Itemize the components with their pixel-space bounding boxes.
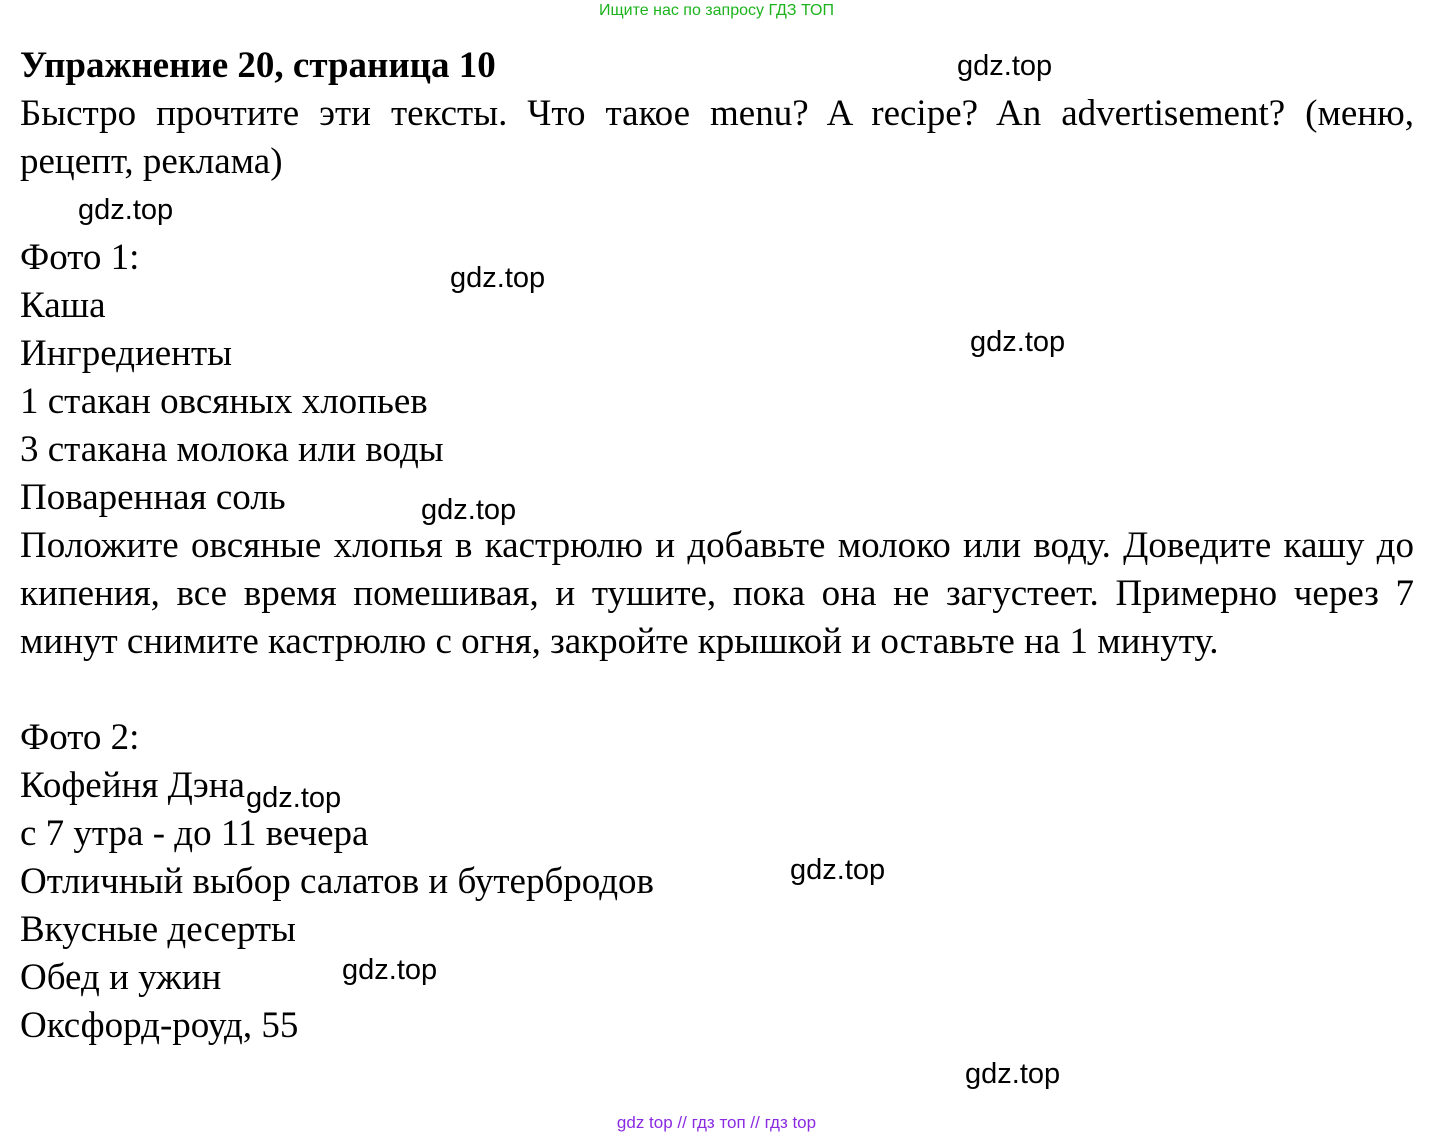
photo1-instructions: Положите овсяные хлопья в кастрюлю и добавьте молоко или воду. Доведите кашу до кипения, все время помешивая, и тушите, пока она не загустеет. Примерно через 7 минут снимите кастрюлю с огня, закройте крышкой и оставьте на 1 минуту.	[20, 525, 1414, 662]
exercise-title: Упражнение 20, страница 10	[20, 45, 496, 86]
photo2-label: Фото 2:	[20, 717, 140, 758]
photo1-line: Поваренная соль	[20, 477, 286, 518]
watermark: gdz.top	[450, 262, 546, 294]
photo2-line: Вкусные десерты	[20, 909, 296, 950]
photo1-line: Ингредиенты	[20, 333, 233, 374]
photo2-line: Обед и ужин	[20, 957, 222, 998]
photo1-label: Фото 1:	[20, 237, 140, 278]
watermark: gdz.top	[965, 1058, 1061, 1090]
photo2-line: с 7 утра - до 11 вечера	[20, 813, 369, 854]
photo1-line: 3 стакана молока или воды	[20, 429, 444, 470]
spacer	[20, 186, 1414, 234]
watermark: gdz.top	[790, 854, 886, 886]
exercise-content	[20, 42, 1414, 1050]
top-banner[interactable]: Ищите нас по запросу ГДЗ ТОП	[599, 2, 834, 19]
spacer	[20, 666, 1414, 714]
photo1-line: 1 стакан овсяных хлопьев	[20, 381, 428, 422]
photo2-line: Отличный выбор салатов и бутербродов	[20, 861, 655, 902]
task-instruction: Быстро прочтите эти тексты. Что такое menu? A recipe? An advertisement? (меню, рецепт, реклама)	[20, 93, 1414, 182]
watermark: gdz.top	[78, 194, 174, 226]
watermark: gdz.top	[957, 50, 1053, 82]
watermark: gdz.top	[246, 782, 342, 814]
photo2-line: Оксфорд-роуд, 55	[20, 1005, 299, 1046]
footer-links[interactable]: gdz top // гдз топ // гдз top	[616, 1113, 817, 1132]
watermark: gdz.top	[342, 954, 438, 986]
watermark: gdz.top	[421, 494, 517, 526]
photo1-line: Каша	[20, 285, 106, 326]
watermark: gdz.top	[970, 326, 1066, 358]
photo2-line: Кофейня Дэна	[20, 765, 245, 806]
